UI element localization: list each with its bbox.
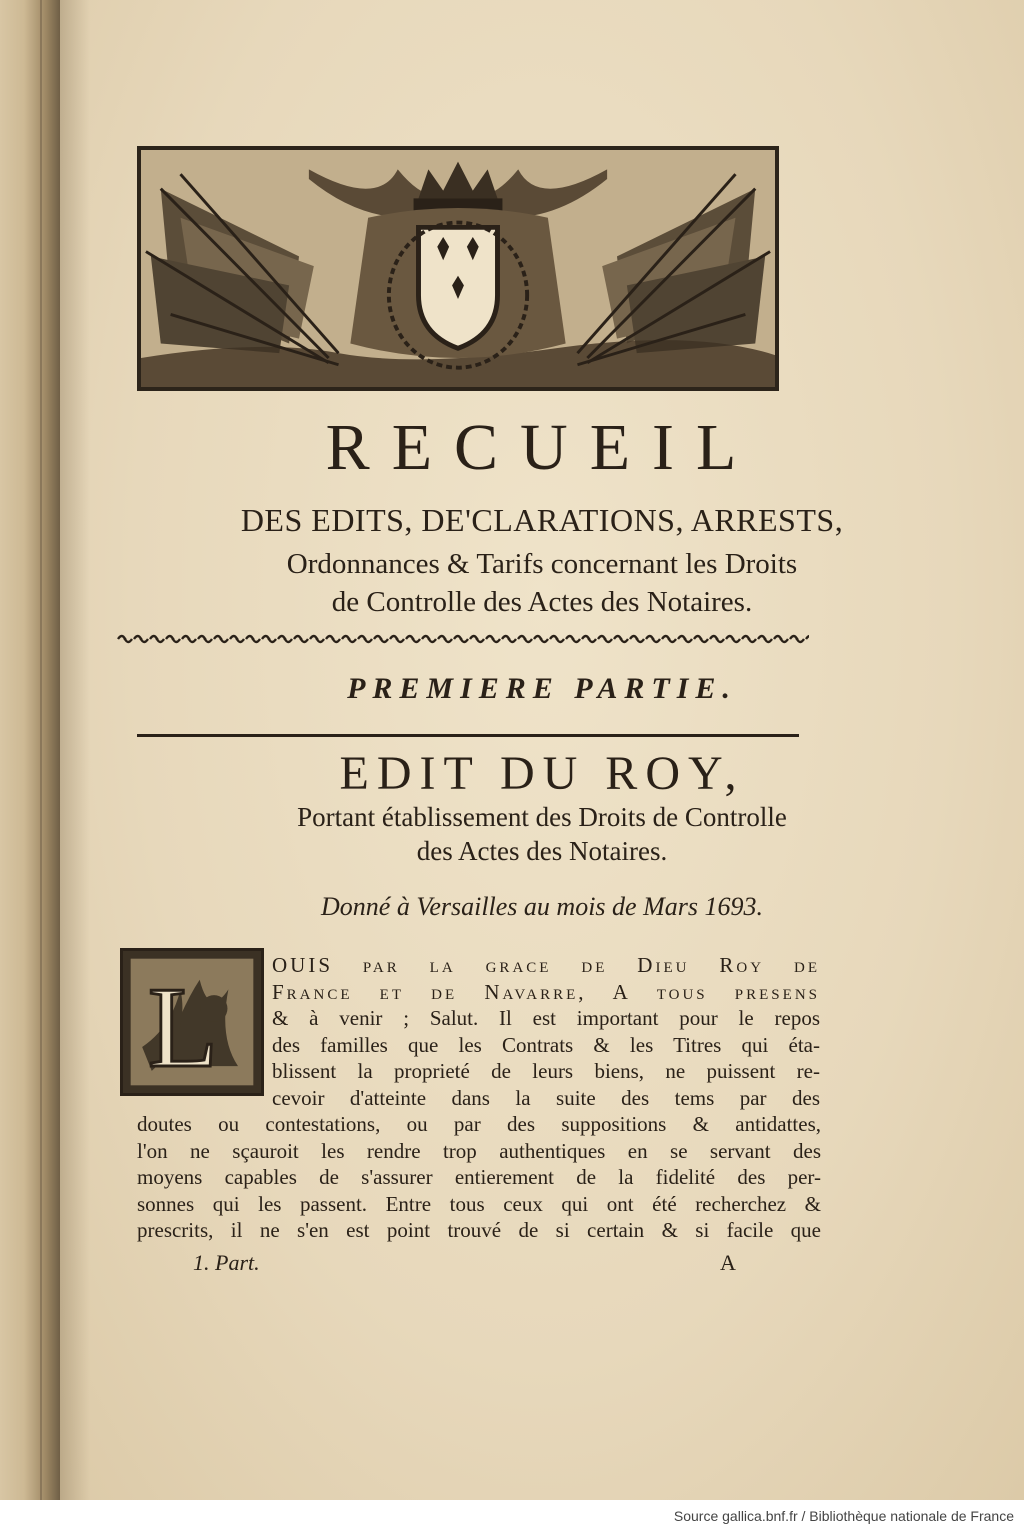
- engraved-headpiece: [137, 146, 779, 391]
- body-line-5: blissent la proprieté de leurs biens, ne puissent re-: [272, 1059, 820, 1083]
- source-credit: Source gallica.bnf.fr / Bibliothèque nationale de France: [673, 1508, 1014, 1524]
- decorated-initial: [120, 948, 264, 1096]
- body-line-1: OUIS par la grace de Dieu Roy de: [272, 953, 820, 977]
- signature-mark-left: 1. Part.: [193, 1250, 260, 1275]
- body-line-3: & à venir ; Salut. Il est important pour le repos: [272, 1006, 820, 1030]
- edict-date-place: Donné à Versailles au mois de Mars 1693.: [321, 892, 763, 921]
- heading-rule: [137, 734, 799, 737]
- ornamental-border: [117, 632, 809, 646]
- title-subtitle-line-2: Ordonnances & Tarifs concernant les Droits: [286, 548, 798, 580]
- book-title: RECUEIL: [325, 411, 759, 484]
- body-line-4: des familles que les Contrats & les Titres qui éta-: [272, 1032, 820, 1057]
- fleuron-ornament: [117, 632, 809, 646]
- edict-subtitle-line-2: des Actes des Notaires.: [416, 836, 668, 866]
- body-line-10: sonnes qui les passent. Entre tous ceux qui ont été recherchez &: [137, 1191, 821, 1216]
- signature-mark-right: A: [720, 1250, 736, 1275]
- left-page-edge: [40, 0, 42, 1530]
- edict-subtitle-line-1: Portant établissement des Droits de Controlle: [297, 802, 787, 832]
- body-paragraph-continuation: [137, 1111, 821, 1244]
- edict-title: EDIT DU ROY,: [339, 747, 745, 800]
- body-line-11: prescrits, il ne s'en est point trouvé de si certain & si facile que: [137, 1218, 821, 1242]
- body-line-6: cevoir d'atteinte dans la suite des tems par des: [272, 1085, 820, 1110]
- royal-arms-engraving: [141, 150, 775, 387]
- body-line-2: France et de Navarre, A tous presens: [272, 979, 820, 1004]
- svg-text:L: L: [147, 963, 219, 1092]
- part-heading: PREMIERE PARTIE.: [347, 672, 737, 705]
- book-gutter: [0, 0, 60, 1530]
- body-line-7: doutes ou contestations, ou par des suppositions & antidattes,: [137, 1112, 821, 1136]
- title-subtitle-line-1: DES EDITS, DE'CLARATIONS, ARRESTS,: [240, 502, 844, 538]
- body-paragraph-first-lines: [272, 952, 820, 1111]
- decorated-initial-engraving: [123, 951, 261, 1093]
- title-subtitle-line-3: de Controlle des Actes des Notaires.: [331, 586, 753, 618]
- body-line-8: l'on ne sçauroit les rendre trop authentiques en se servant des: [137, 1138, 821, 1163]
- body-line-9: moyens capables de s'assurer entierement de la fidelité des per-: [137, 1165, 821, 1189]
